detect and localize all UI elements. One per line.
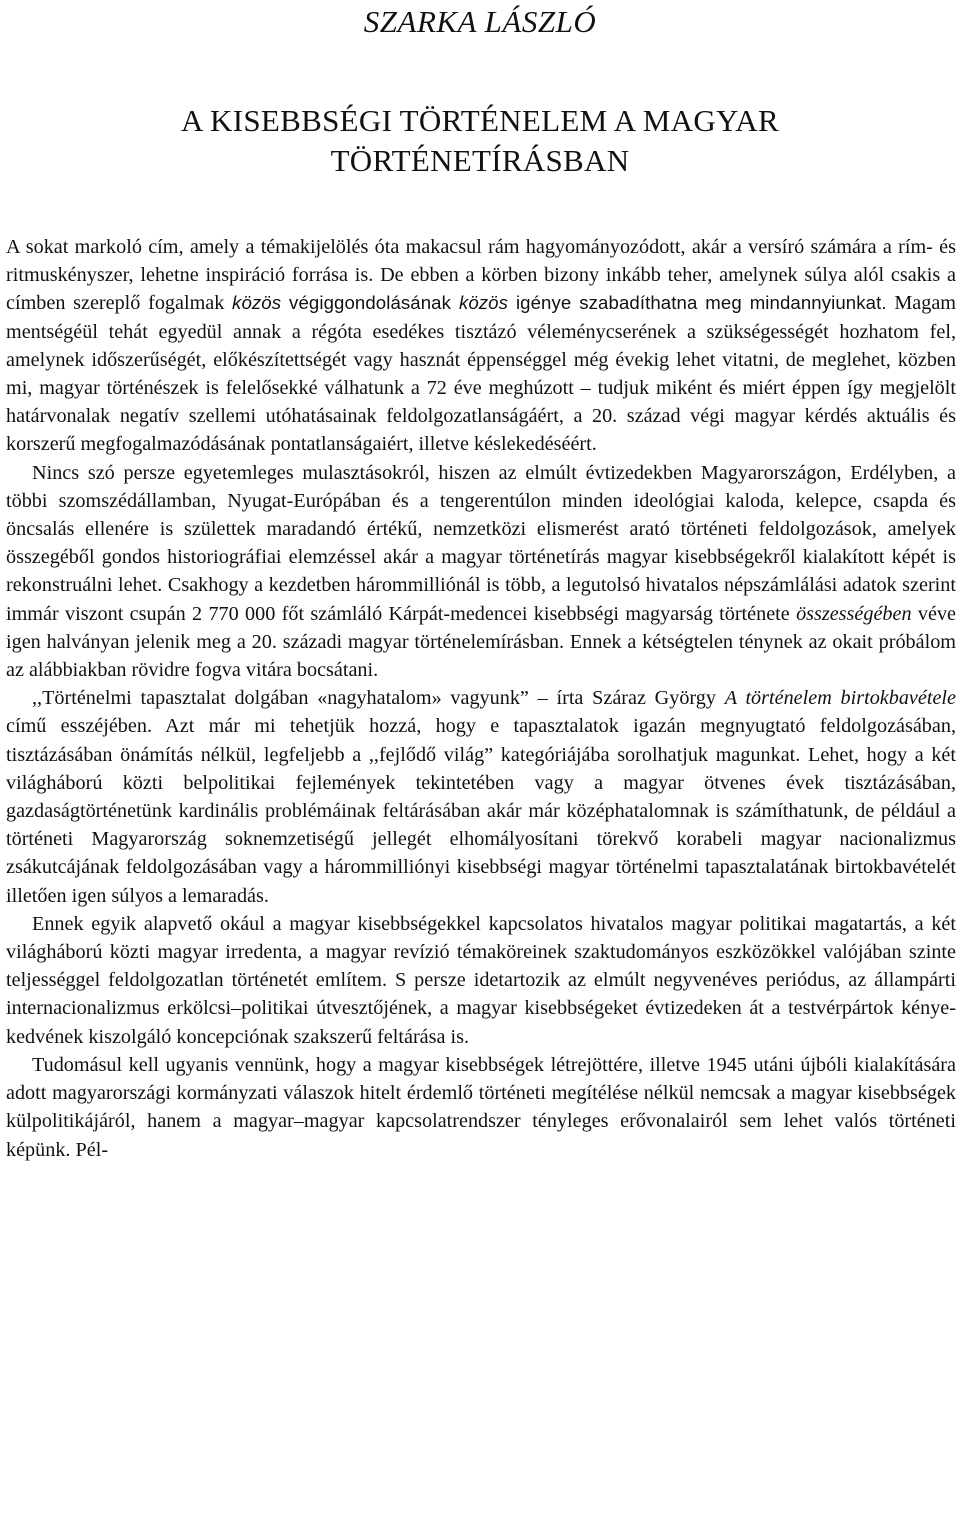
paragraph-1-emphasis-2: közös [458,292,509,314]
paragraph-1-part-b: végiggondolásának [281,292,459,314]
paragraph-2-emphasis: összességében [796,602,912,625]
paragraph-5: Tudomásul kell ugyanis vennünk, hogy a magyar kisebbségek létrejöttére, illetve 1945 utáni újbóli kialakítására adott magyarországi kormányzati válaszok hitelt érdemlő történeti megítélése nélkül nemcsak a magyar kisebbségek külpolitikájáról, hanem a magyar–magyar kapcsolatrendszer tényleges erővonalairól sem lehet valós történeti képünk. Pél- [6,1053,956,1161]
paragraph-3-emphasis: A történelem birtokbavétele [724,687,956,710]
paragraph-2-part-a: Nincs szó persze egyetemleges mulasztásokról, hiszen az elmúlt évtizedekben Magyarországon, Erdélyben, a többi szomszédállamban, Nyugat-Európában és a tengerentúlon minden ideológiai kaloda, kelepce, csapda és öncsalás ellenére is születtek maradandó értékű, nemzetközi elismerést arató történeti feldolgozások, amelyek összegéből gondos historiográfiai elemzéssel akár a magyar történetírás magyar kisebbségekről kialakított képét is rekonstruálni lehet. Csakhogy a kezdetben hárommilliónál is több, a legutolsó hivatalos népszámlálási adatok szerint immár viszont csupán 2 770 000 főt számláló Kárpát-medencei kisebbségi magyarság története [6,461,956,625]
paragraph-2-part-b: véve igen halványan jelenik meg a 20. századi magyar történelemírásban. Ennek a kétségtelen ténynek az okait próbálom az alábbiakban rövidre fogva vitára bocsátani. [6,602,956,682]
author-name: SZARKA LÁSZLÓ [363,4,597,39]
paragraph-1-part-a: A sokat markoló cím, amely a témakijelölés óta makacsul rám hagyományozódott, akár a versíró számára a rím- és ritmuskényszer, lehetne inspiráció forrása is. De ebben a körben bizony inkább teher, amelynek súlya alól csakis a címben szereplő fogalmak [6,236,956,315]
article-title [0,101,960,181]
paragraph-3 [6,684,956,910]
paragraph-1-part-c: igénye szabadíthatna meg mindannyiunkat. [508,292,887,314]
article-title-line-1: A KISEBBSÉGI TÖRTÉNELEM A MAGYAR [181,103,779,138]
paragraph-4: Ennek egyik alapvető okául a magyar kisebbségekkel kapcsolatos hivatalos magyar politikai magatartás, a két világháború közti magyar irredenta, a magyar revízió témaköreinek szaktudományos eszközökkel valójában szinte teljességgel feldolgozatlan történetét említem. S persze idetartozik az elmúlt negyvenéves periódus, az állampárti internacionalizmus erkölcsi–politikai útvesztőjének, a magyar kisebbségeket évtizedeken át a testvérpártok kénye-kedvének kiszolgáló koncepciónak szakszerű feltárása is. [6,912,956,1048]
paragraph-1 [6,233,956,459]
paragraph-1-emphasis-1: közös [232,292,282,314]
paragraph-3-part-b: című esszéjében. Azt már mi tehetjük hozzá, hogy e tapasztalatok igazán megnyugtató feldolgozásában, tisztázásában önámítás nélkül, legfeljebb a ,,fejlődő világ” kategóriájába sorolhatjuk magunkat. Lehet, hogy a két világháború közti belpolitikai fejlemények tekintetében vagy a magyar ötvenes évek tisztázásában, gazdaságtörténetünk kardinális problémáinak feltárásában akár már középhatalomnak is számíthatunk, de például a történeti Magyarország soknemzetiségű jellegét elhomályosítani törekvő korabeli magyar nacionalizmus zsákutcájának feldolgozásában vagy a hárommilliónyi kisebbségi magyar történelmi tapasztalatának birtokbavételét illetően igen súlyos a lemaradás. [6,715,956,907]
paragraph-1-part-d: Magam mentségéül tehát egyedül annak a régóta esedékes tisztázó véleménycserének a szükségességét hozhatom fel, amelynek időszerűségét, előkészítettségét vagy hasznát éppenséggel még évekig lehet vitatni, de meglehet, közben mi, magyar történészek is felelősekké válhatunk a 72 éve meghúzott – tudjuk miként és miért éppen így megjelölt határvonalak negatív szellemi utóhatásainak feldolgozatlanságáért, a 20. század végi magyar kérdés aktuális és korszerű megfogalmazódásának pontatlanságaiért, illetve késlekedéséért. [6,292,957,456]
article-title-line-2: TÖRTÉNETÍRÁSBAN [330,143,630,178]
article-body [6,233,956,1164]
paragraph-3-part-a: ,,Történelmi tapasztalat dolgában «nagyhatalom» vagyunk” – írta Száraz György [32,687,725,710]
paragraph-2 [6,459,956,685]
